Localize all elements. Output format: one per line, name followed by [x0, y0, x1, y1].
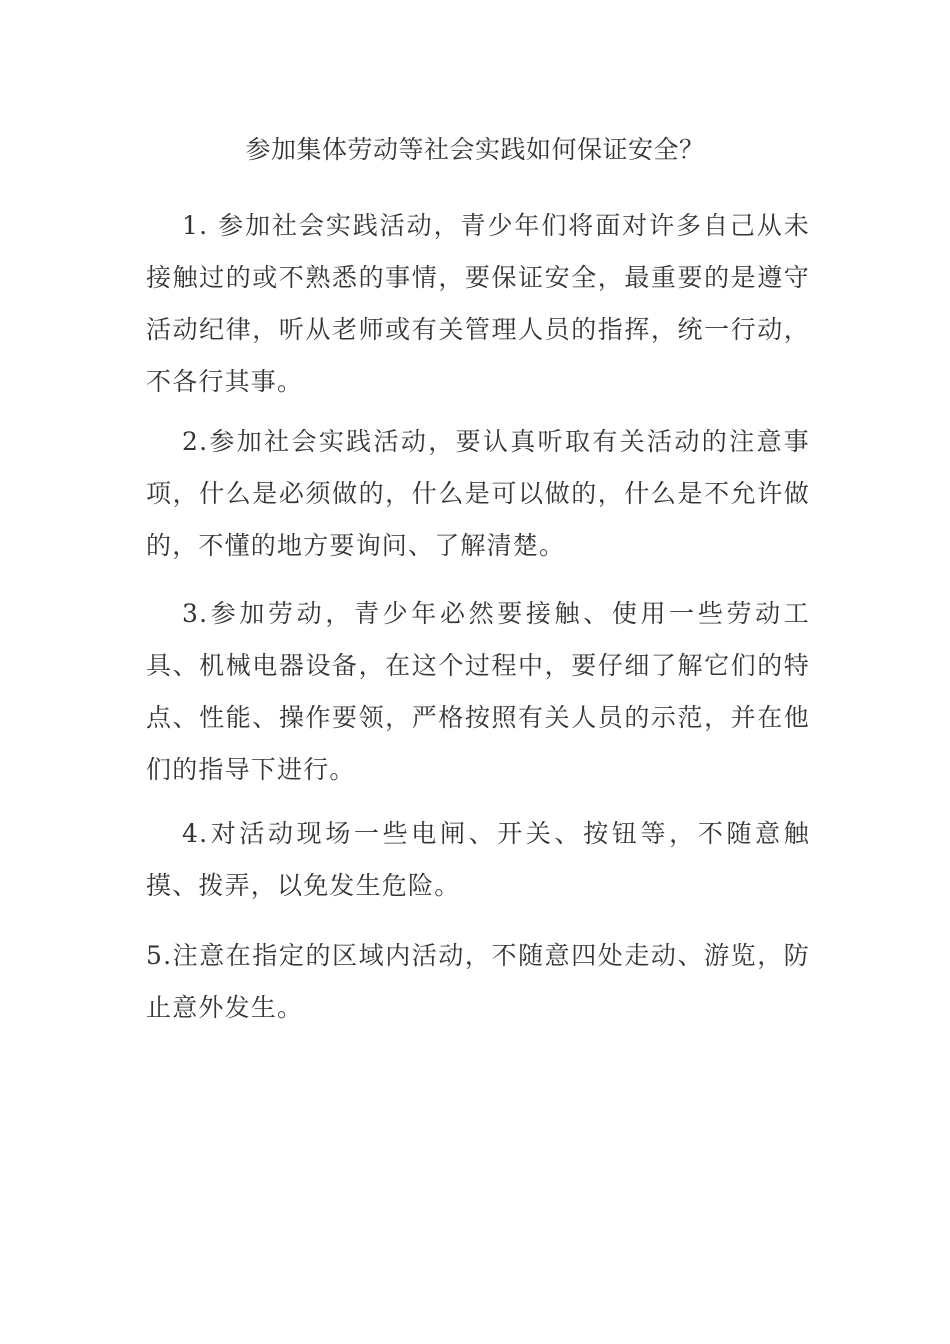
paragraph-3: 3.参加劳动，青少年必然要接触、使用一些劳动工具、机械电器设备，在这个过程中，要仔细了解它们的特点、性能、操作要领，严格按照有关人员的示范，并在他们的指导下进行。 [146, 599, 810, 784]
paragraph-5: 5.注意在指定的区域内活动，不随意四处走动、游览，防止意外发生。 [146, 941, 810, 1022]
document-title: 参加集体劳动等社会实践如何保证安全？ [245, 135, 705, 164]
paragraph-1: 1. 参加社会实践活动，青少年们将面对许多自己从未接触过的或不熟悉的事情，要保证安全，最重要的是遵守活动纪律，听从老师或有关管理人员的指挥，统一行动，不各行其事。 [146, 211, 810, 396]
paragraph-4: 4.对活动现场一些电闸、开关、按钮等，不随意触摸、拨弄，以免发生危险。 [146, 819, 810, 900]
paragraph-2: 2.参加社会实践活动，要认真听取有关活动的注意事项，什么是必须做的，什么是可以做的，什么是不允许做的，不懂的地方要询问、了解清楚。 [146, 427, 810, 560]
